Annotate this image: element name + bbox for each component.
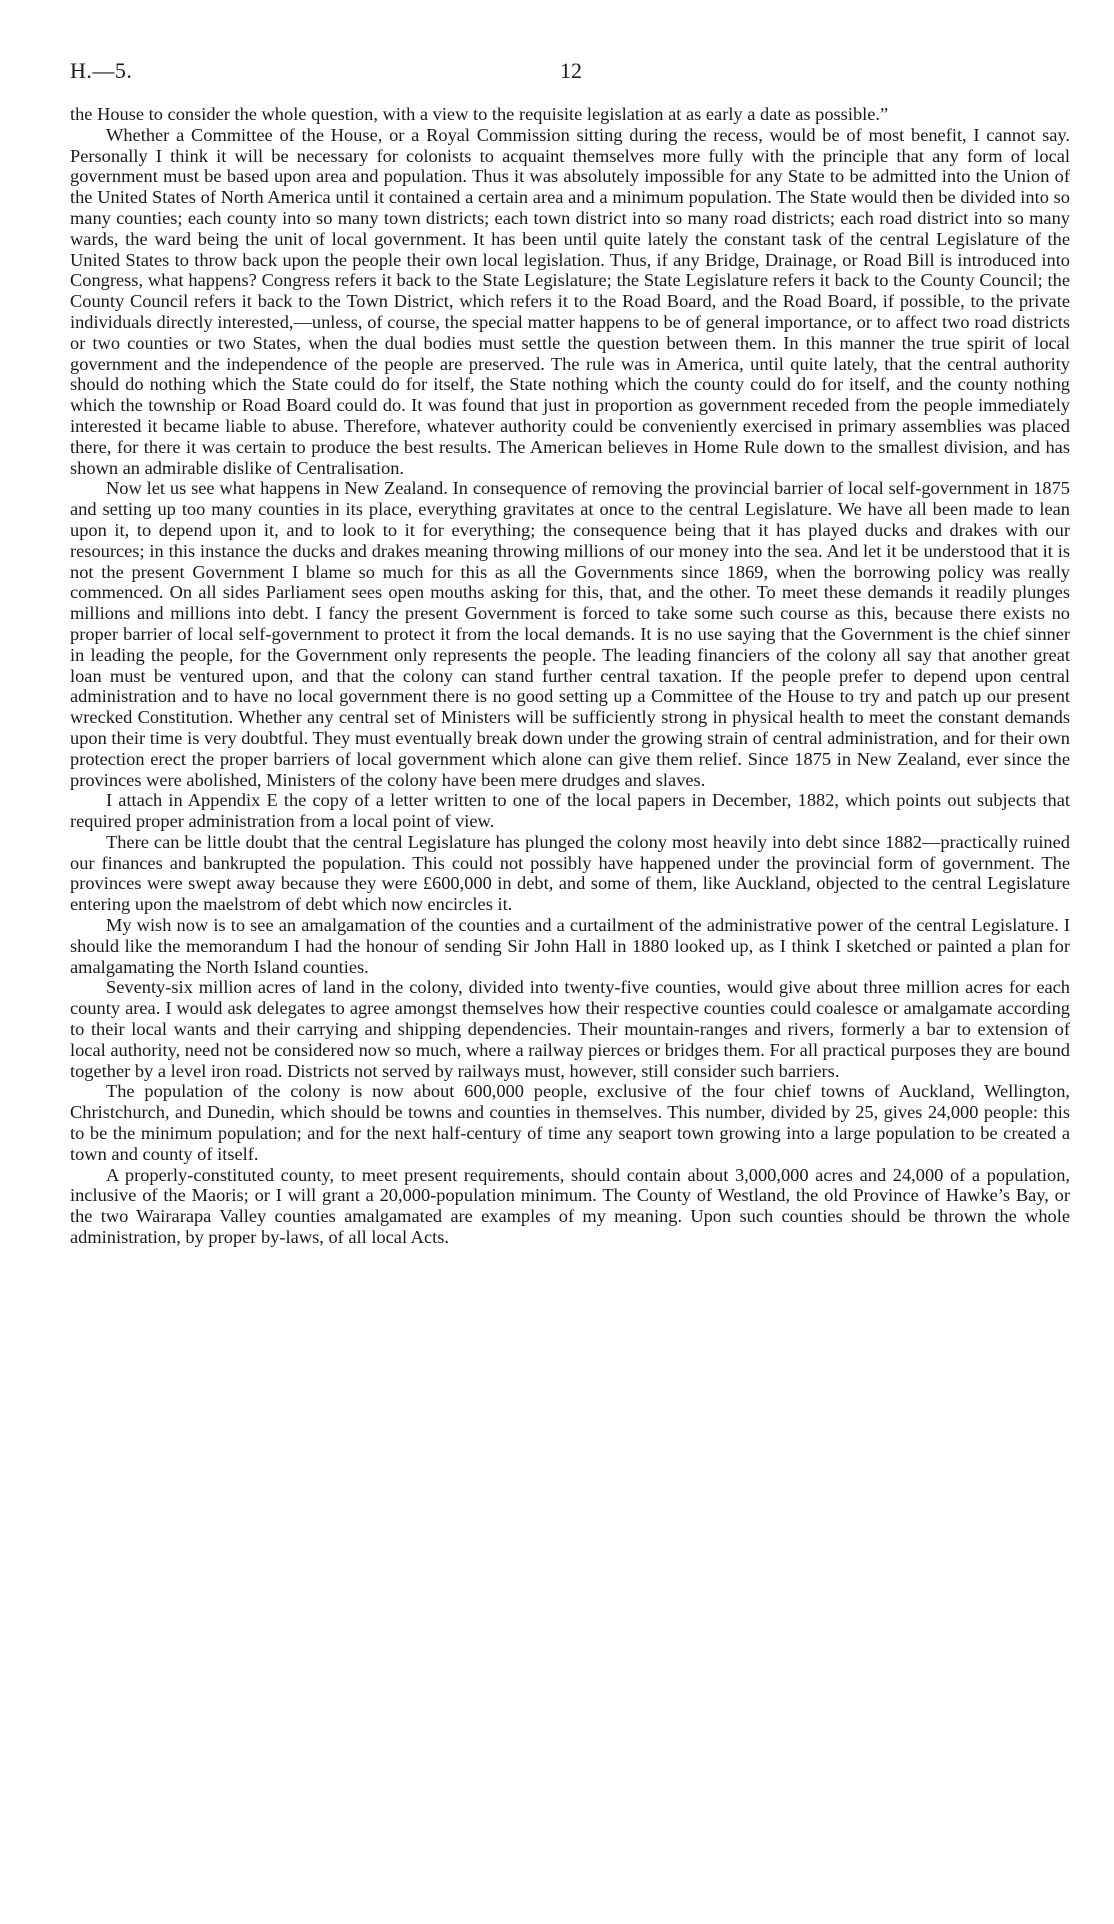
paragraph-population: The population of the colony is now about 600,000 people, exclusive of the four chief towns of Auckland, Wellington, Christchurch, and Dunedin, which should be towns and counties in themselves. This number, divided by 25, gives 24,000 people: this to be the minimum population; and for the next half-century of time any seaport town growing into a large population to be created a town and county of itself.	[70, 1081, 1070, 1164]
paragraph-committee-or-commission: Whether a Committee of the House, or a Royal Commission sitting during the recess, would be of most benefit, I cannot say. Personally I think it will be necessary for colonists to acquaint themselves more fully with the principle that any form of local government must be based upon area and population. Thus it was absolutely impossible for any State to be admitted into the Union of the United States of North America until it contained a certain area and a minimum population. The State would then be divided into so many counties; each county into so many town districts; each town district into so many road districts; each road district into so many wards, the ward being the unit of local government. It has been until quite lately the constant task of the central Legislature of the United States to throw back upon the people their own local legislation. Thus, if any Bridge, Drainage, or Road Bill is introduced into Congress, what happens? Congress refers it back to the State Legislature; the State Legislature refers it back to the County Council; the County Council refers it back to the Town District, which refers it to the Road Board, and the Road Board, if possible, to the private individuals directly interested,—unless, of course, the special matter happens to be of general importance, or to affect two road districts or two counties or two States, when the dual bodies must settle the question between them. In this manner the true spirit of local government and the independence of the people are preserved. The rule was in America, until quite lately, that the central authority should do nothing which the State could do for itself, the State nothing which the county could do for itself, and the county nothing which the township or Road Board could do. It was found that just in proportion as government receded from the people immediately interested it became liable to abuse. Therefore, whatever authority could be conveniently exercised in primary assemblies was placed there, for there it was certain to produce the best results. The American believes in Home Rule down to the smallest division, and has shown an admirable dislike of Centralisation.	[70, 124, 1070, 478]
document-id: H.—5.	[70, 58, 133, 83]
paragraph-county-area: Seventy-six million acres of land in the colony, divided into twenty-five counties, would give about three million acres for each county area. I would ask delegates to agree amongst themselves how their respective counties could coalesce or amalgamate according to their local wants and their carrying and shipping dependencies. Their mountain-ranges and rivers, formerly a bar to extension of local authority, need not be considered now so much, where a railway pierces or bridges them. For all practical purposes they are bound together by a level iron road. Districts not served by railways must, however, still consider such barriers.	[70, 977, 1070, 1081]
body-text	[70, 104, 1070, 1248]
paragraph-new-zealand: Now let us see what happens in New Zealand. In consequence of removing the provincial barrier of local self-government in 1875 and setting up too many counties in its place, everything gravitates at once to the central Legislature. We have all been made to lean upon it, to depend upon it, and to look to it for everything; the consequence being that it has played ducks and drakes with our resources; in this instance the ducks and drakes meaning throwing millions of our money into the sea. And let it be understood that it is not the present Government I blame so much for this as all the Governments since 1869, when the borrowing policy was really commenced. On all sides Parliament sees open mouths asking for this, that, and the other. To meet these demands it readily plunges millions and millions into debt. I fancy the present Government is forced to take some such course as this, because there exists no proper barrier of local self-government to protect it from the local demands. It is no use saying that the Government is the chief sinner in leading the people, for the Government only represents the people. The leading financiers of the colony all say that another great loan must be ventured upon, and that the colony can stand further central taxation. If the people prefer to depend upon central administration and to have no local government there is no good setting up a Committee of the House to try and patch up our present wrecked Constitution. Whether any central set of Ministers will be sufficiently strong in physical health to meet the constant demands upon their time is very doubtful. They must eventually break down under the growing strain of central administration, and for their own protection erect the proper barriers of local government which alone can give them relief. Since 1875 in New Zealand, ever since the provinces were abolished, Ministers of the colony have been mere drudges and slaves.	[70, 478, 1070, 790]
paragraph-amalgamation: My wish now is to see an amalgamation of the counties and a curtailment of the administrative power of the central Legislature. I should like the memorandum I had the honour of sending Sir John Hall in 1880 looked up, as I think I sketched or painted a plan for amalgamating the North Island counties.	[70, 915, 1070, 977]
paragraph-debt: There can be little doubt that the central Legislature has plunged the colony most heavily into debt since 1882—practically ruined our finances and bankrupted the population. This could not possibly have happened under the provincial form of government. The provinces were swept away because they were £600,000 in debt, and some of them, like Auckland, objected to the central Legislature entering upon the maelstrom of debt which now encircles it.	[70, 831, 1070, 915]
document-page	[70, 58, 1070, 1248]
page-number: 12	[560, 58, 582, 83]
paragraph-continuation: the House to consider the whole question, with a view to the requisite legislation at as early a date as possible.”	[70, 104, 889, 124]
paragraph-appendix-e: I attach in Appendix E the copy of a letter written to one of the local papers in December, 1882, which points out subjects that required proper administration from a local point of view.	[70, 790, 1070, 832]
page-header	[70, 58, 1070, 104]
paragraph-constituted-county: A properly-constituted county, to meet present requirements, should contain about 3,000,000 acres and 24,000 of a population, inclusive of the Maoris; or I will grant a 20,000-population minimum. The County of Westland, the old Province of Hawke’s Bay, or the two Wairarapa Valley counties amalgamated are examples of my meaning. Upon such counties should be thrown the whole administration, by proper by-laws, of all local Acts.	[70, 1164, 1070, 1248]
